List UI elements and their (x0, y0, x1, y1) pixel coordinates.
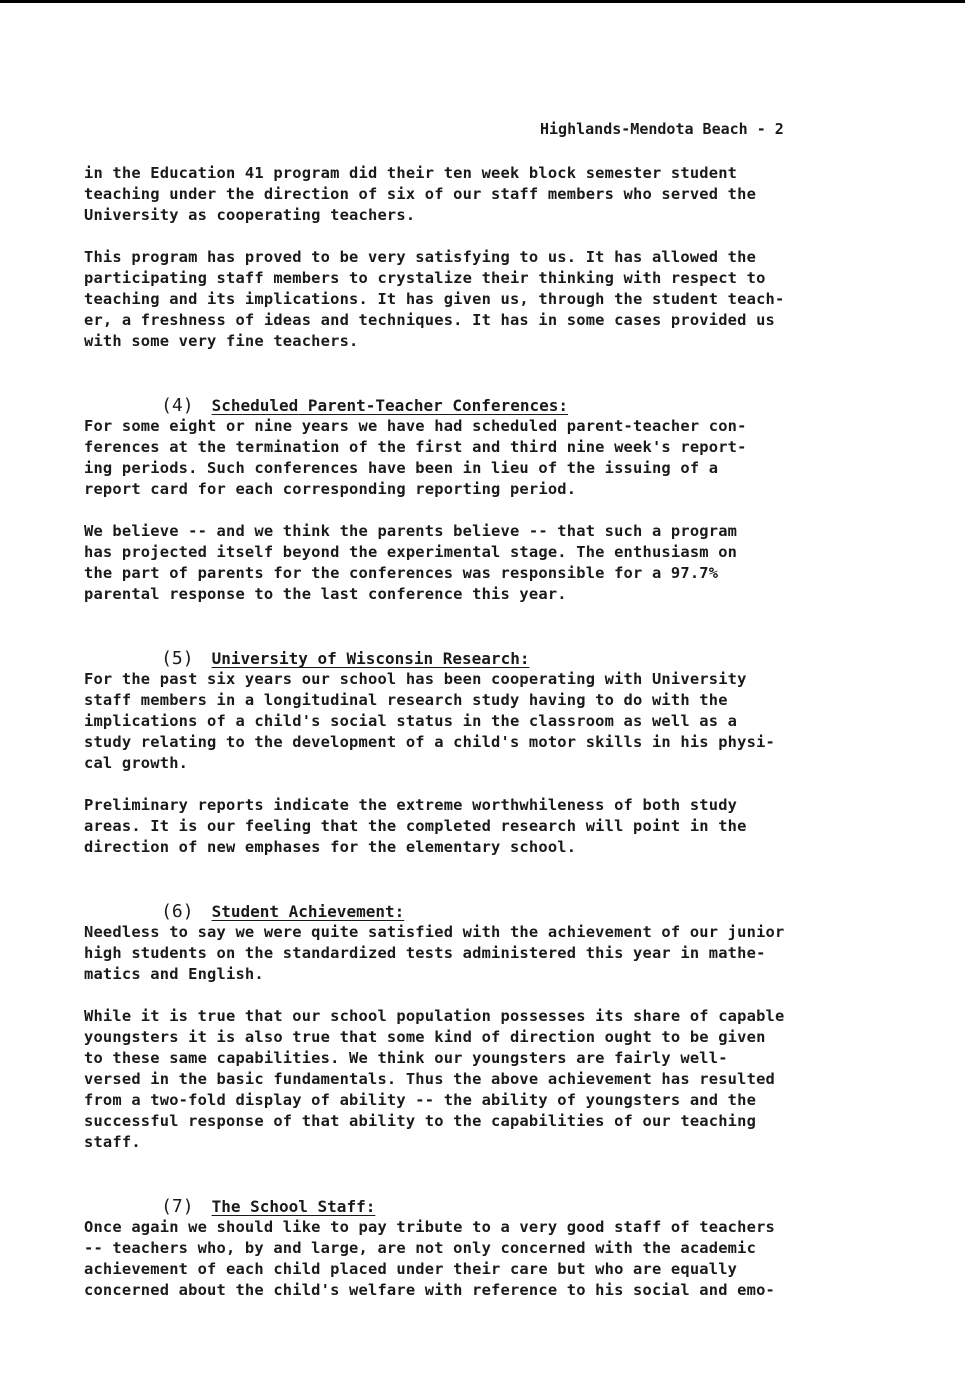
text-line: For some eight or nine years we have had scheduled parent-teacher con- (84, 417, 747, 435)
section-heading (84, 879, 879, 922)
text-line: teaching and its implications. It has given us, through the student teach- (84, 290, 785, 308)
text-line: study relating to the development of a child's motor skills in his physi- (84, 733, 776, 751)
section-number: (4) (161, 395, 194, 416)
text-line: high students on the standardized tests administered this year in mathe- (84, 944, 766, 962)
paragraph (84, 1217, 879, 1301)
text-line: This program has proved to be very satisfying to us. It has allowed the (84, 248, 757, 266)
text-line: with some very fine teachers. (84, 332, 359, 350)
paragraph (84, 521, 879, 605)
section-school-staff (84, 1174, 879, 1301)
paragraph (84, 669, 879, 774)
text-line: Once again we should like to pay tribute to a very good staff of teachers (84, 1218, 776, 1236)
top-edge-rule (0, 0, 965, 3)
text-line: While it is true that our school population possesses its share of capable (84, 1007, 785, 1025)
section-student-achievement (84, 879, 879, 1153)
paragraph (84, 922, 879, 985)
text-line: to these same capabilities. We think our youngsters are fairly well- (84, 1049, 728, 1067)
section-university-research (84, 626, 879, 858)
text-line: has projected itself beyond the experimental stage. The enthusiasm on (84, 543, 738, 561)
text-line: er, a freshness of ideas and techniques. It has in some cases provided us (84, 311, 776, 329)
paragraph (84, 795, 879, 858)
text-line: teaching under the direction of six of our staff members who served the (84, 185, 757, 203)
running-head: Highlands-Mendota Beach - 2 (540, 120, 784, 138)
text-line: participating staff members to crystalize their thinking with respect to (84, 269, 766, 287)
section-parent-teacher-conferences (84, 373, 879, 605)
section-title: Scheduled Parent-Teacher Conferences: (211, 396, 568, 415)
text-line: Needless to say we were quite satisfied with the achievement of our junior (84, 923, 785, 941)
paragraph-program (84, 247, 879, 352)
text-line: matics and English. (84, 965, 264, 983)
text-line: direction of new emphases for the elementary school. (84, 838, 577, 856)
section-title: University of Wisconsin Research: (211, 649, 530, 668)
text-line: achievement of each child placed under their care but who are equally (84, 1260, 738, 1278)
text-line: We believe -- and we think the parents believe -- that such a program (84, 522, 738, 540)
text-line: Preliminary reports indicate the extreme worthwhileness of both study (84, 796, 738, 814)
section-number: (6) (161, 901, 194, 922)
text-line: versed in the basic fundamentals. Thus the above achievement has resulted (84, 1070, 776, 1088)
section-title: The School Staff: (211, 1197, 376, 1216)
text-line: successful response of that ability to the capabilities of our teaching (84, 1112, 757, 1130)
text-line: staff members in a longitudinal research study having to do with the (84, 691, 728, 709)
text-line: staff. (84, 1133, 141, 1151)
paragraph (84, 416, 879, 500)
paragraph-intro (84, 163, 879, 226)
section-number: (5) (161, 648, 194, 669)
text-line: concerned about the child's welfare with reference to his social and emo- (84, 1281, 776, 1299)
text-line: in the Education 41 program did their ten week block semester student (84, 164, 738, 182)
section-number: (7) (161, 1196, 194, 1217)
text-line: ing periods. Such conferences have been in lieu of the issuing of a (84, 459, 719, 477)
text-line: from a two-fold display of ability -- the ability of youngsters and the (84, 1091, 757, 1109)
paragraph (84, 1006, 879, 1153)
text-line: -- teachers who, by and large, are not only concerned with the academic (84, 1239, 757, 1257)
text-line: areas. It is our feeling that the completed research will point in the (84, 817, 747, 835)
text-line: report card for each corresponding reporting period. (84, 480, 577, 498)
text-line: the part of parents for the conferences was responsible for a 97.7% (84, 564, 719, 582)
section-heading (84, 373, 879, 416)
text-line: youngsters it is also true that some kind of direction ought to be given (84, 1028, 766, 1046)
text-line: University as cooperating teachers. (84, 206, 416, 224)
section-heading (84, 1174, 879, 1217)
text-line: parental response to the last conference this year. (84, 585, 567, 603)
section-title: Student Achievement: (211, 902, 405, 921)
document-body (84, 163, 879, 1301)
section-heading (84, 626, 879, 669)
text-line: ferences at the termination of the first and third nine week's report- (84, 438, 747, 456)
text-line: cal growth. (84, 754, 189, 772)
text-line: implications of a child's social status in the classroom as well as a (84, 712, 738, 730)
text-line: For the past six years our school has been cooperating with University (84, 670, 747, 688)
